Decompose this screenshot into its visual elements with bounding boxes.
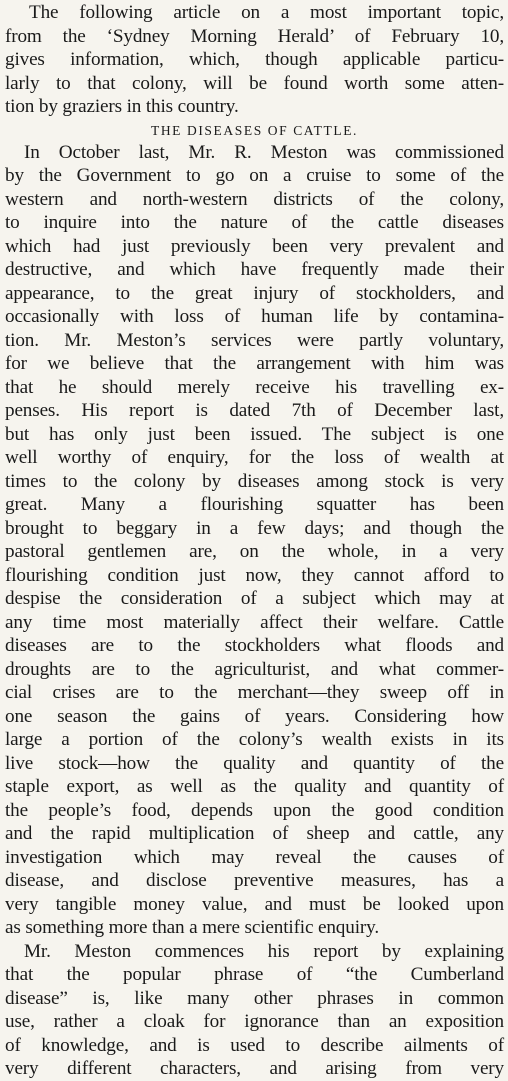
text-line: but has only just been issued. The subject is one <box>5 423 504 445</box>
text-line: live stock—how the quality and quantity of the <box>5 752 504 774</box>
text-line: very different characters, and arising from very <box>5 1058 504 1079</box>
text-line: larly to that colony, will be found worth some atten- <box>5 72 504 94</box>
text-line: times to the colony by diseases among stock is very <box>5 470 504 492</box>
text-line: tion. Mr. Meston’s services were partly voluntary, <box>5 329 504 351</box>
text-line: very tangible money value, and must be looked upon <box>5 893 504 915</box>
text-line: western and north-western districts of the colony, <box>5 188 504 210</box>
text-line: for we believe that the arrangement with him was <box>5 353 504 374</box>
text-line: brought to beggary in a few days; and though the <box>5 517 504 539</box>
article-heading: THE DISEASES OF CATTLE. <box>150 122 359 138</box>
text-line: penses. His report is dated 7th of December last, <box>5 400 504 421</box>
text-line: the people’s food, depends upon the good condition <box>5 799 504 821</box>
text-line: and the rapid multiplication of sheep and cattle, any <box>5 823 504 844</box>
text-line: droughts are to the agriculturist, and what commer- <box>5 658 504 680</box>
text-line: as something more than a mere scientific enquiry. <box>5 917 379 938</box>
text-line: tion by graziers in this country. <box>5 96 239 117</box>
text-line: disease” is, like many other phrases in common <box>5 987 504 1009</box>
intro-paragraph <box>5 1 504 119</box>
text-line: appearance, to the great injury of stockholders, and <box>5 282 504 304</box>
text-line: despise the consideration of a subject which may at <box>5 588 504 609</box>
text-line: any time most materially affect their welfare. Cattle <box>5 611 504 633</box>
text-line: from the ‘Sydney Morning Herald’ of February 10, <box>5 25 504 47</box>
text-line: In October last, Mr. R. Meston was commissioned <box>24 141 504 163</box>
text-line: of knowledge, and is used to describe ailments of <box>5 1034 504 1056</box>
text-line: Mr. Meston commences his report by explaining <box>24 940 504 962</box>
text-line: The following article on a most important topic, <box>29 2 504 23</box>
text-line: gives information, which, though applicable particu- <box>5 49 504 70</box>
text-line: occasionally with loss of human life by contamina- <box>5 306 504 327</box>
text-line: well worthy of enquiry, for the loss of wealth at <box>5 447 504 468</box>
text-line: disease, and disclose preventive measures, has a <box>5 870 504 891</box>
text-line: large a portion of the colony’s wealth exists in its <box>5 729 504 750</box>
text-line: one season the gains of years. Considering how <box>5 705 504 727</box>
text-line: to inquire into the nature of the cattle diseases <box>5 212 504 233</box>
text-line: that he should merely receive his travelling ex- <box>5 376 504 398</box>
text-line: staple export, as well as the quality and quantity of <box>5 776 504 797</box>
text-line: use, rather a cloak for ignorance than an exposition <box>5 1011 504 1032</box>
text-line: great. Many a flourishing squatter has been <box>5 494 504 515</box>
article-paragraph-1 <box>5 141 504 940</box>
text-line: investigation which may reveal the causes of <box>5 846 504 868</box>
text-line: which had just previously been very prevalent and <box>5 235 504 257</box>
text-line: diseases are to the stockholders what floods and <box>5 635 504 656</box>
text-line: pastoral gentlemen are, on the whole, in a very <box>5 541 504 562</box>
text-line: flourishing condition just now, they cannot afford to <box>5 564 504 586</box>
article-paragraph-2 <box>5 940 504 1081</box>
text-line: that the popular phrase of “the Cumberland <box>5 964 504 985</box>
text-line: by the Government to go on a cruise to some of the <box>5 165 504 186</box>
text-line: cial crises are to the merchant—they sweep off in <box>5 682 504 703</box>
text-line: destructive, and which have frequently made their <box>5 259 504 280</box>
